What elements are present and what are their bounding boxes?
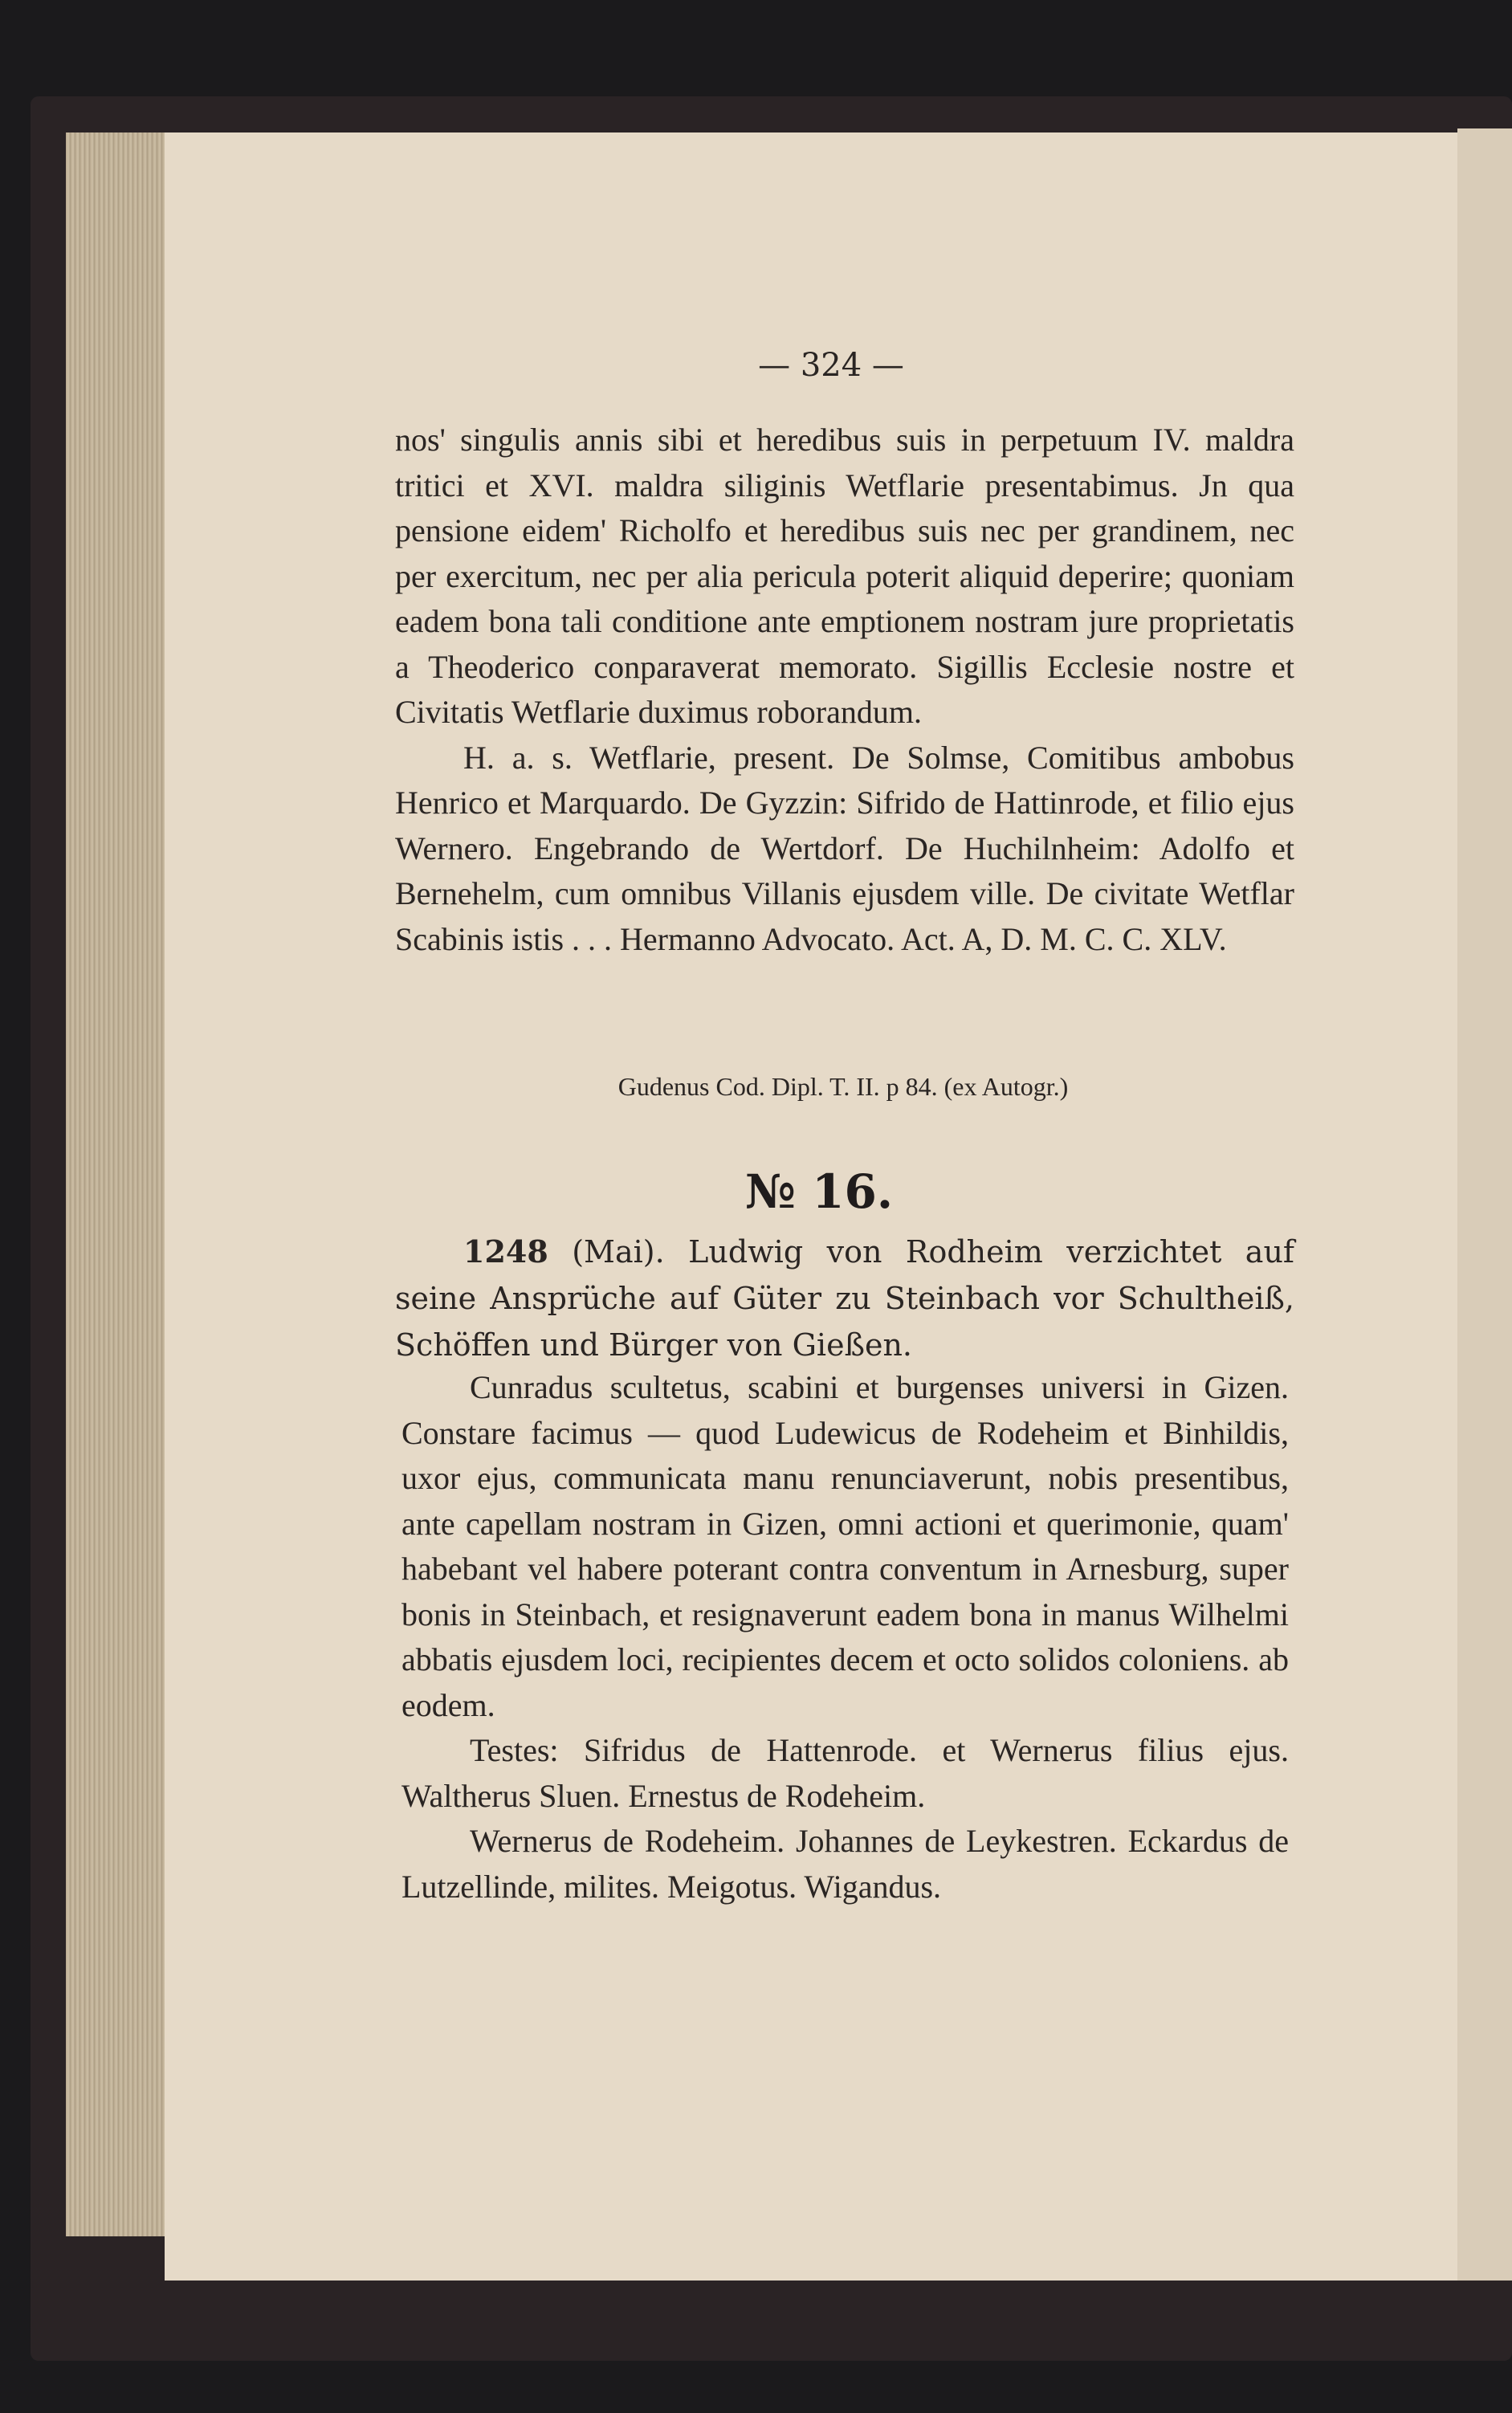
paragraph: Wernerus de Rodeheim. Johannes de Leykestren. Eckardus de Lutzellinde, milites. Meigotus. Wigandus.	[401, 1823, 1289, 1905]
regest-heading	[395, 1229, 1294, 1368]
source-citation: Gudenus Cod. Dipl. T. II. p 84. (ex Autogr.)	[617, 1072, 1069, 1101]
document-number: № 16.	[744, 1164, 894, 1219]
paragraph: Cunradus scultetus, scabini et burgenses universi in Gizen. Constare facimus — quod Ludewicus de Rodeheim et Binhildis, uxor ejus, communicata manu renunciaverunt, nobis presentibus, ante capellam nostram in Gizen, omni actioni et querimonie, quam' habebant vel habere poterant contra conventum in Arnesburg, super bonis in Steinbach, et resignaverunt eadem bona in manus Wilhelmi abbatis ejusdem loci, recipientes decem et octo solidos coloniens. ab eodem.	[401, 1369, 1289, 1723]
paragraph: Testes: Sifridus de Hattenrode. et Wernerus filius ejus. Waltherus Sluen. Ernestus de Rodeheim.	[401, 1732, 1289, 1814]
regest-year: 1248	[463, 1233, 548, 1270]
paragraph: H. a. s. Wetflarie, present. De Solmse, Comitibus ambobus Henrico et Marquardo. De Gyzzin: Sifrido de Hattinrode, et filio ejus Wernero. Engebrando de Wertdorf. De Huchilnheim: Adolfo et Bernehelm, cum omnibus Villanis ejusdem ville. De civitate Wetflar Scabinis istis . . . Hermanno Advocato. Act. A, D. M. C. C. XLV.	[395, 739, 1294, 957]
paragraph: nos' singulis annis sibi et heredibus suis in perpetuum IV. maldra tritici et XVI. maldra siliginis Wetflarie presentabimus. Jn qua pensione eidem' Richolfo et heredibus suis nec per grandinem, nec per exercitum, nec per alia pericula poterit aliquid deperire; quoniam eadem bona tali conditione ante emptionem nostram jure proprietatis a Theoderico conparaverat memorato. Sigillis Ecclesie nostre et Civitatis Wetflarie duximus roborandum.	[395, 422, 1294, 730]
regest-text: (Mai). Ludwig von Rodheim verzichtet auf seine Ansprüche auf Güter zu Steinbach vor Schultheiß, Schöffen und Bürger von Gießen.	[395, 1234, 1294, 1363]
text-block-2	[401, 1365, 1289, 1910]
page-number: — 324 —	[758, 347, 904, 384]
text-block-1	[395, 418, 1294, 962]
next-page-edge	[1457, 128, 1512, 2281]
